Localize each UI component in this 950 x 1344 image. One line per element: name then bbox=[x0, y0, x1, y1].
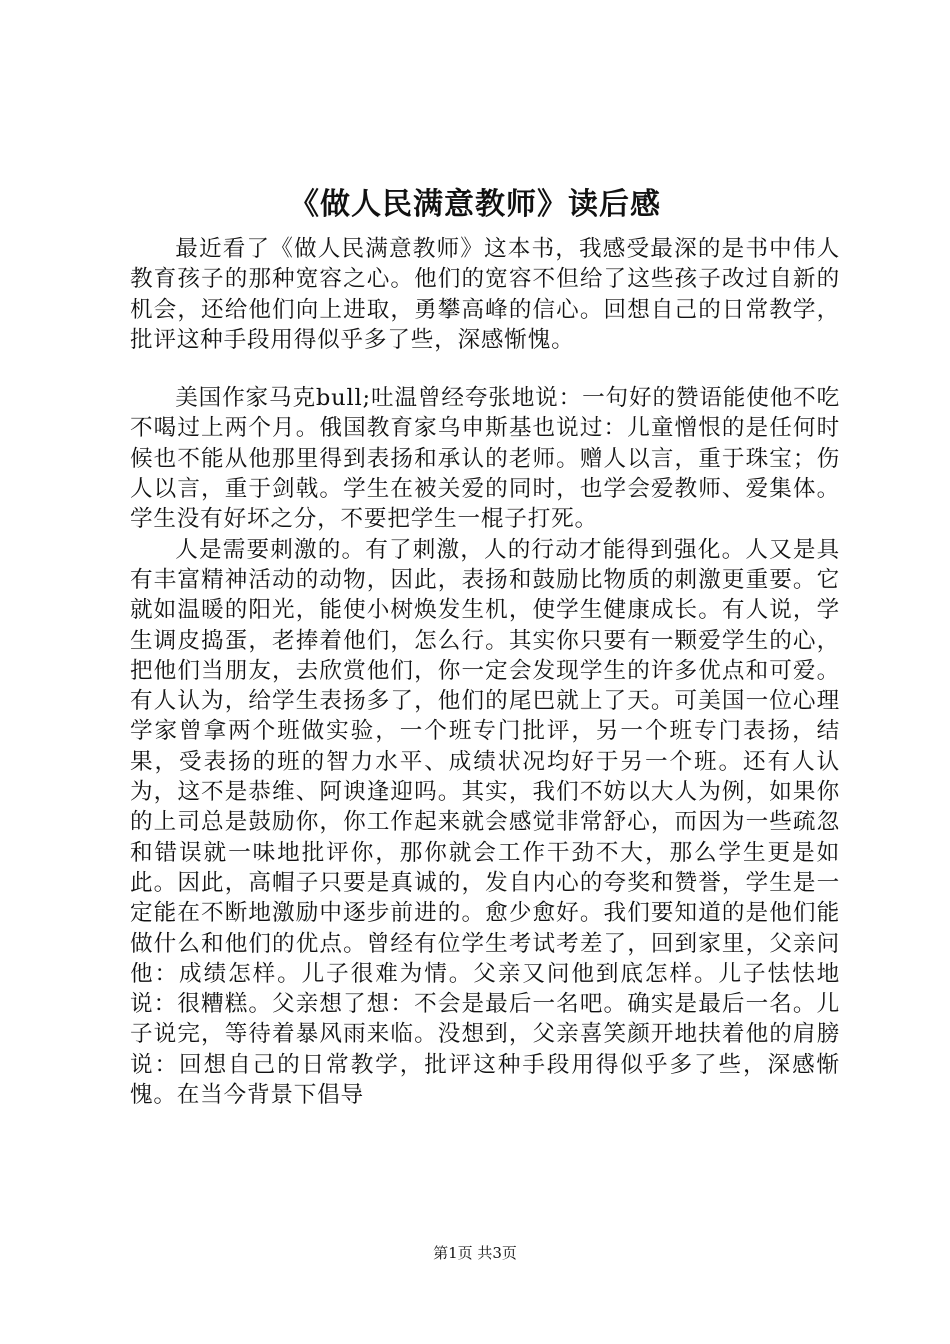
document-title: 《做人民满意教师》读后感 bbox=[289, 187, 661, 222]
document-body bbox=[130, 234, 840, 1110]
paragraph-2: 美国作家马克bull;吐温曾经夸张地说：一句好的赞语能使他不吃不喝过上两个月。俄国教育家乌申斯基也说过：儿童憎恨的是任何时候也不能从他那里得到表扬和承认的老师。赠人以言，重于珠宝；伤人以言，重于剑戟。学生在被关爱的同时，也学会爱教师、爱集体。学生没有好坏之分，不要把学生一棍子打死。 bbox=[130, 385, 840, 533]
page-number-footer: 第1页 共3页 bbox=[433, 1244, 517, 1262]
paragraph-1: 最近看了《做人民满意教师》这本书，我感受最深的是书中伟人教育孩子的那种宽容之心。他们的宽容不但给了这些孩子改过自新的机会，还给他们向上进取，勇攀高峰的信心。回想自己的日常教学，批评这种手段用得似乎多了些，深感惭愧。 bbox=[130, 236, 840, 353]
paragraph-3: 人是需要刺激的。有了刺激，人的行动才能得到强化。人又是具有丰富精神活动的动物，因此，表扬和鼓励比物质的刺激更重要。它就如温暖的阳光，能使小树焕发生机，使学生健康成长。有人说，学生调皮捣蛋，老捧着他们，怎么行。其实你只要有一颗爱学生的心，把他们当朋友，去欣赏他们，你一定会发现学生的许多优点和可爱。有人认为，给学生表扬多了，他们的尾巴就上了天。可美国一位心理学家曾拿两个班做实验，一个班专门批评，另一个班专门表扬，结果，受表扬的班的智力水平、成绩状况均好于另一个班。还有人认为，这不是恭维、阿谀逢迎吗。其实，我们不妨以大人为例，如果你的上司总是鼓励你，你工作起来就会感觉非常舒心，而因为一些疏忽和错误就一味地批评你，那你就会工作干劲不大，那么学生更是如此。因此，高帽子只要是真诚的，发自内心的夸奖和赞誉，学生是一定能在不断地激励中逐步前进的。愈少愈好。我们要知道的是他们能做什么和他们的优点。曾经有位学生考试考差了，回到家里，父亲问他：成绩怎样。儿子很难为情。父亲又问他到底怎样。儿子怯怯地说：很糟糕。父亲想了想：不会是最后一名吧。确实是最后一名。儿子说完，等待着暴风雨来临。没想到，父亲喜笑颜开地扶着他的肩膀说：回想自己的日常教学，批评这种手段用得似乎多了些，深感惭愧。在当今背景下倡导 bbox=[130, 536, 840, 1109]
paragraph-spacer bbox=[130, 355, 840, 383]
